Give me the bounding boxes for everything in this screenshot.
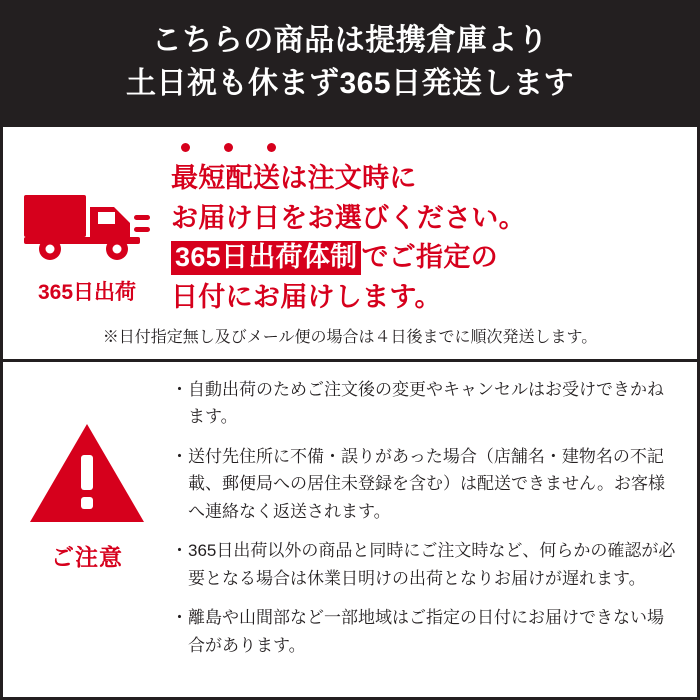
- caution-caption: ご注意: [51, 543, 123, 570]
- list-item: [171, 443, 679, 526]
- dot-2: [224, 143, 233, 152]
- caution-item-text: 365日出荷以外の商品と同時にご注文時など、何らかの確認が必要となる場合は休業日明けの出荷となりお届けが遅れます。: [188, 541, 676, 588]
- header-line-1: こちらの商品は提携倉庫より: [151, 24, 549, 58]
- delivery-line-2: お届け日をお選びください。: [171, 202, 526, 233]
- bullet-icon: ・: [171, 446, 188, 466]
- caution-section: [3, 362, 697, 697]
- delivery-note: ※日付指定無し及びメール便の場合は４日後までに順次発送します。: [102, 328, 598, 346]
- caution-item-text: 離島や山間部など一部地域はご指定の日付にお届けできない場合があります。: [188, 608, 664, 655]
- delivery-text: [171, 137, 697, 318]
- dot-3: [267, 143, 276, 152]
- delivery-section: [3, 127, 697, 362]
- highlight-365-shipping: 365日出荷体制: [171, 241, 361, 275]
- decorative-dots: [171, 141, 683, 153]
- delivery-line-4: 日付にお届けします。: [171, 282, 442, 313]
- caution-mark: [3, 376, 171, 572]
- header-line-2: 土日祝も休まず365日発送します: [125, 67, 575, 100]
- bullet-icon: ・: [171, 541, 188, 561]
- delivery-line-3-rest: でご指定の: [361, 242, 498, 273]
- truck-block: [3, 137, 171, 306]
- caution-list: [171, 376, 697, 672]
- list-item: [171, 604, 679, 659]
- list-item: [171, 537, 679, 592]
- truck-caption: 365日出荷: [37, 281, 137, 304]
- caution-item-text: 送付先住所に不備・誤りがあった場合（店舗名・建物名の不記載、郵便局への居住未登録を含む）は配送できません。お客様へ連絡なく返送されます。: [188, 446, 666, 521]
- caution-item-text: 自動出荷のためご注文後の変更やキャンセルはお受けできかねます。: [188, 379, 664, 427]
- delivery-truck-icon: [22, 185, 152, 268]
- bullet-icon: ・: [171, 379, 188, 399]
- bullet-icon: ・: [171, 608, 188, 628]
- delivery-main: [3, 137, 697, 318]
- list-item: [171, 376, 679, 431]
- dot-1: [181, 143, 190, 152]
- banner-header: [3, 3, 697, 127]
- delivery-line-3: [171, 238, 683, 278]
- delivery-line-1: 最短配送は注文時に: [171, 163, 417, 193]
- warning-triangle-icon: [28, 422, 146, 529]
